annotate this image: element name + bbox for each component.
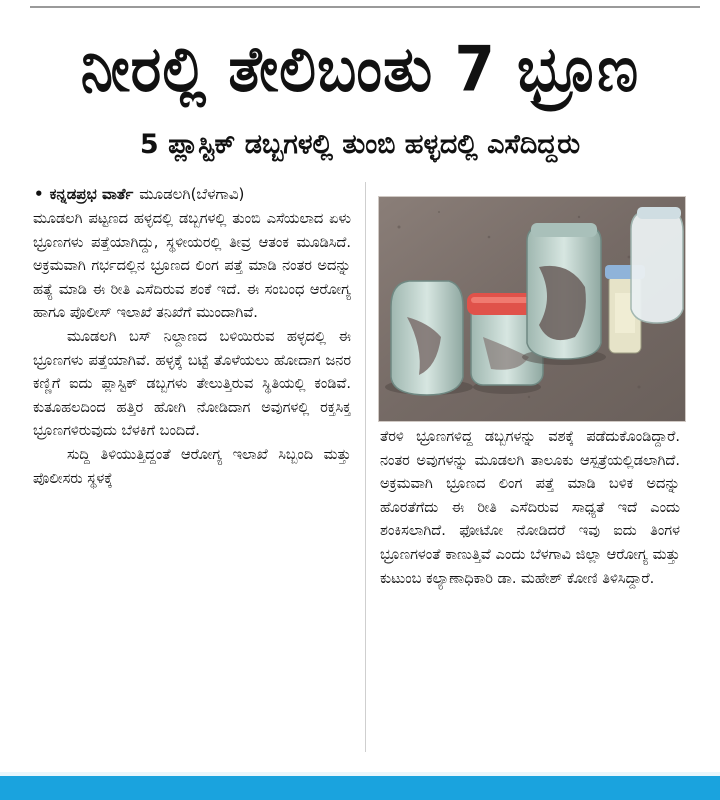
article-paragraph: ಸುದ್ದಿ ತಿಳಿಯುತ್ತಿದ್ದಂತೆ ಆರೋಗ್ಯ ಇಲಾಖೆ ಸಿಬ್ಬಂದಿ ಮತ್ತು ಪೊಲೀಸರು ಸ್ಥಳಕ್ಕೆ xyxy=(33,446,351,487)
footer-band xyxy=(0,776,720,800)
news-photo xyxy=(378,196,686,422)
byline-dateline: ಮೂಡಲಗಿ(ಬೆಳಗಾವಿ) xyxy=(139,185,245,203)
column-divider xyxy=(365,182,366,752)
article-paragraph: ತೆರಳಿ ಭ್ರೂಣಗಳಿದ್ದ ಡಬ್ಬಗಳನ್ನು ವಶಕ್ಕೆ ಪಡೆದುಕೊಂಡಿದ್ದಾರೆ. ನಂತರ ಅವುಗಳನ್ನು ಮೂಡಲಗಿ ತಾಲೂಕು ಆಸ್ಪತ್ರೆಯಲ್ಲಿಡಲಾಗಿದೆ. ಅಕ್ರಮವಾಗಿ ಭ್ರೂಣದ ಲಿಂಗ ಪತ್ತೆ ಮಾಡಿ ಬಳಿಕ ಅದನ್ನು ಹೊರತೆಗೆದು ಈ ರೀತಿ ಎಸೆದಿರುವ ಸಾಧ್ಯತೆ ಇದೆ ಎಂದು ಶಂಕಿಸಲಾಗಿದೆ. ಫೋಟೋ ನೋಡಿದರೆ ಇವು ಐದು ತಿಂಗಳ ಭ್ರೂಣಗಳಂತೆ ಕಾಣುತ್ತಿವೆ ಎಂದು ಬೆಳಗಾವಿ ಜಿಲ್ಲಾ ಆರೋಗ್ಯ ಮತ್ತು ಕುಟುಂಬ ಕಲ್ಯಾಣಾಧಿಕಾರಿ ಡಾ. ಮಹೇಶ್ ಕೋಣಿ ತಿಳಿಸಿದ್ದಾರೆ. xyxy=(380,429,680,587)
headline: ನೀರಲ್ಲಿ ತೇಲಿಬಂತು 7 ಭ್ರೂಣ xyxy=(80,32,640,106)
bullet-icon: • xyxy=(34,185,44,203)
subheadline: 5 ಪ್ಲಾಸ್ಟಿಕ್ ಡಬ್ಬಗಳಲ್ಲಿ ತುಂಬಿ ಹಳ್ಳದಲ್ಲಿ ಎಸೆದಿದ್ದರು xyxy=(139,129,581,160)
article-paragraph: ಮೂಡಲಗಿ ಪಟ್ಟಣದ ಹಳ್ಳದಲ್ಲಿ ಡಬ್ಬಗಳಲ್ಲಿ ತುಂಬಿ ಎಸೆಯಲಾದ ಏಳು ಭ್ರೂಣಗಳು ಪತ್ತೆಯಾಗಿದ್ದು, ಸ್ಥಳೀಯರಲ್ಲಿ ತೀವ್ರ ಆತಂಕ ಮೂಡಿಸಿದೆ. ಅಕ್ರಮವಾಗಿ ಗರ್ಭದಲ್ಲಿನ ಭ್ರೂಣದ ಲಿಂಗ ಪತ್ತೆ ಮಾಡಿ ನಂತರ ಅದನ್ನು ಹತ್ಯೆ ಮಾಡಿ ಈ ರೀತಿ ಎಸೆದಿರುವ ಶಂಕೆ ಇದೆ. ಈ ಸಂಬಂಧ ಆರೋಗ್ಯ ಹಾಗೂ ಪೊಲೀಸ್ ಇಲಾಖೆ ತನಿಖೆಗೆ ಮುಂದಾಗಿವೆ. xyxy=(33,211,351,322)
byline xyxy=(34,182,374,206)
top-rule xyxy=(30,6,700,8)
byline-source: ಕನ್ನಡಪ್ರಭ ವಾರ್ತೆ xyxy=(49,185,134,203)
article-paragraph: ಮೂಡಲಗಿ ಬಸ್ ನಿಲ್ದಾಣದ ಬಳಿಯಿರುವ ಹಳ್ಳದಲ್ಲಿ ಈ ಭ್ರೂಣಗಳು ಪತ್ತೆಯಾಗಿವೆ. ಹಳ್ಳಕ್ಕೆ ಬಟ್ಟೆ ತೊಳೆಯಲು ಹೋದಾಗ ಜನರ ಕಣ್ಣಿಗೆ ಐದು ಪ್ಲಾಸ್ಟಿಕ್ ಡಬ್ಬಗಳು ತೇಲುತ್ತಿರುವ ಸ್ಥಿತಿಯಲ್ಲಿ ಕಂಡಿವೆ. ಕುತೂಹಲದಿಂದ ಹತ್ತಿರ ಹೋಗಿ ನೋಡಿದಾಗ ಅವುಗಳಲ್ಲಿ ರಕ್ತಸಿಕ್ತ ಭ್ರೂಣಗಳಿರುವುದು ಬೆಳಕಿಗೆ ಬಂದಿದೆ. xyxy=(33,328,351,440)
article-column-right xyxy=(380,426,680,591)
jars-photo-illustration xyxy=(379,197,685,421)
article-column-left xyxy=(33,208,351,491)
